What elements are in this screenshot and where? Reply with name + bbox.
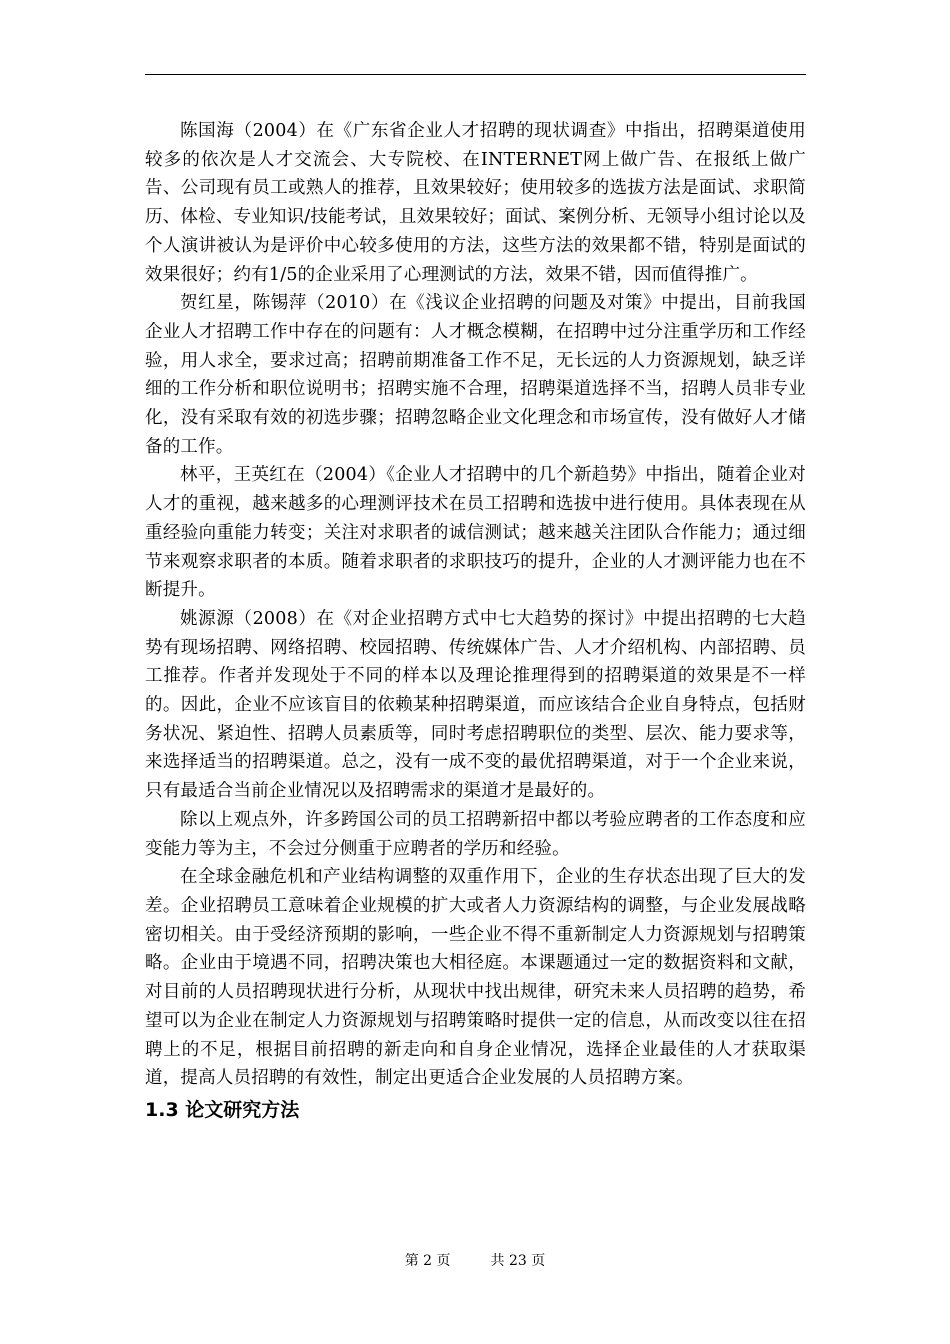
paragraph-lin-ping: 林平，王英红在（2004）《企业人才招聘中的几个新趋势》中指出，随着企业对人才的重视，越来越多的心理测评技术在员工招聘和选拔中进行使用。具体表现在从重经验向重能力转变；关注对求职者的诚信测试；越来越关注团队合作能力；通过细节来观察求职者的本质。随着求职者的求职技巧的提升，企业的人才测评能力也在不断提升。 — [145, 465, 806, 601]
paragraph-he-hongxing: 贺红星，陈锡萍（2010）在《浅议企业招聘的问题及对策》中提出，目前我国企业人才招聘工作中存在的问题有：人才概念模糊，在招聘中过分注重学历和工作经验，用人求全，要求过高；招聘前期准备工作不足，无长远的人力资源规划，缺乏详细的工作分析和职位说明书；招聘实施不合理，招聘渠道选择不当，招聘人员非专业化，没有采取有效的初选步骤；招聘忽略企业文化理念和市场宣传，没有做好人才储备的工作。 — [145, 293, 806, 457]
paragraph-financial-crisis: 在全球金融危机和产业结构调整的双重作用下，企业的生存状态出现了巨大的发差。企业招聘员工意味着企业规模的扩大或者人力资源结构的调整，与企业发展战略密切相关。由于受经济预期的影响，一些企业不得不重新制定人力资源规划与招聘策略。企业由于境遇不同，招聘决策也大相径庭。本课题通过一定的数据资料和文献，对目前的人员招聘现状进行分析，从现状中找出规律，研究未来人员招聘的趋势，希望可以为企业在制定人力资源规划与招聘策略时提供一定的信息，从而改变以往在招聘上的不足，根据目前招聘的新走向和自身企业情况，选择企业最佳的人才获取渠道，提高人员招聘的有效性，制定出更适合企业发展的人员招聘方案。 — [145, 867, 806, 1089]
page-total: 共 23 页 — [490, 1253, 546, 1269]
page-body — [145, 117, 806, 1125]
paragraph-chen-guohai: 陈国海（2004）在《广东省企业人才招聘的现状调查》中指出，招聘渠道使用较多的依次是人才交流会、大专院校、在INTERNET网上做广告、在报纸上做广告、公司现有员工或熟人的推荐，且效果较好；使用较多的选拔方法是面试、求职简历、体检、专业知识/技能考试，且效果较好；面试、案例分析、无领导小组讨论以及个人演讲被认为是评价中心较多使用的方法，这些方法的效果都不错，特别是面试的效果很好；约有1/5的企业采用了心理测试的方法，效果不错，因而值得推广。 — [145, 121, 806, 285]
page-number: 第 2 页 — [404, 1253, 451, 1269]
paragraph-multinational: 除以上观点外，许多跨国公司的员工招聘新招中都以考验应聘者的工作态度和应变能力等为主，不会过分侧重于应聘者的学历和经验。 — [145, 809, 806, 859]
header-rule — [145, 74, 806, 75]
paragraph-yao-yuanyuan: 姚源源（2008）在《对企业招聘方式中七大趋势的探讨》中提出招聘的七大趋势有现场招聘、网络招聘、校园招聘、传统媒体广告、人才介绍机构、内部招聘、员工推荐。作者并发现处于不同的样本以及理论推理得到的招聘渠道的效果是不一样的。因此，企业不应该盲目的依赖某种招聘渠道，而应该结合企业自身特点，包括财务状况、紧迫性、招聘人员素质等，同时考虑招聘职位的类型、层次、能力要求等，来选择适当的招聘渠道。总之，没有一成不变的最优招聘渠道，对于一个企业来说，只有最适合当前企业情况以及招聘需求的渠道才是最好的。 — [145, 608, 806, 802]
section-heading: 1.3 论文研究方法 — [145, 1098, 300, 1121]
page-footer — [0, 1251, 950, 1271]
